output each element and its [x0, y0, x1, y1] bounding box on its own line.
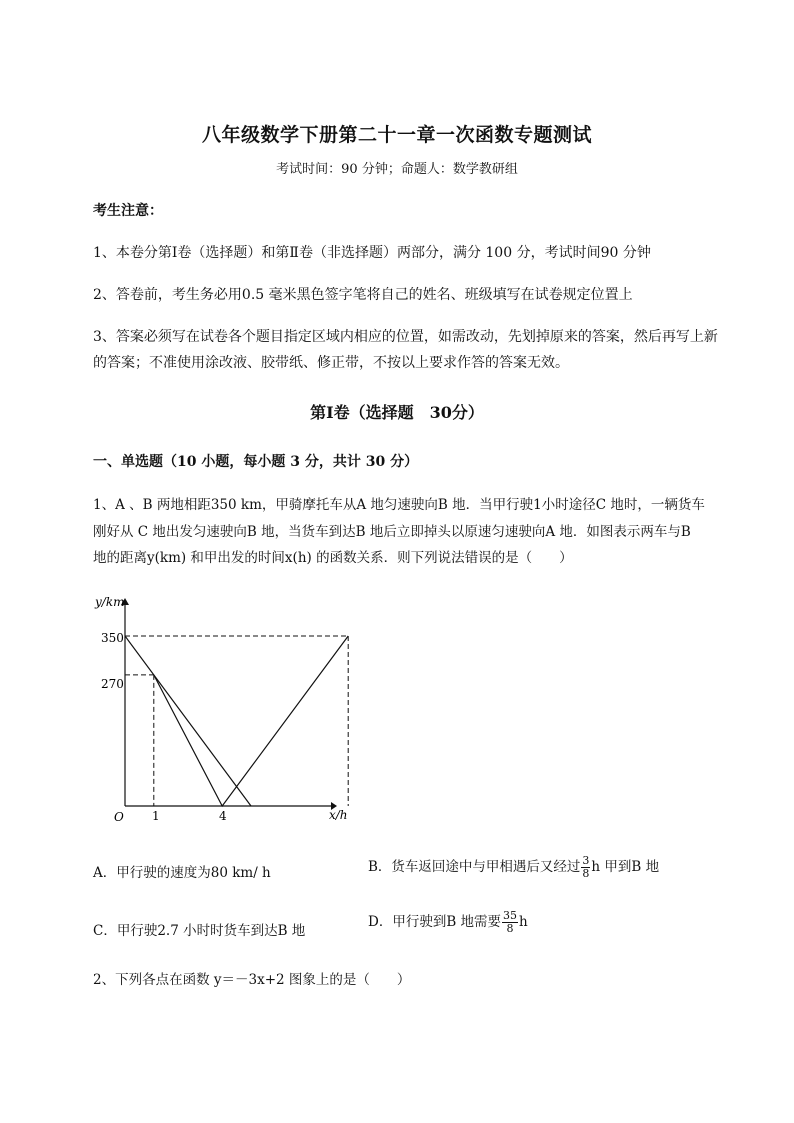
option-a: A．甲行驶的速度为80 km/ h [93, 865, 271, 881]
fraction-numerator: 3 [582, 854, 590, 867]
notice-item-3-cont: 的答案；不准使用涂改液、胶带纸、修正带，不按以上要求作答的答案无效。 [93, 355, 569, 371]
option-b-text: B．货车返回途中与甲相遇后又经过 [368, 859, 581, 875]
section-title: 第Ⅰ卷（选择题 30分） [310, 403, 484, 422]
x-tick-4: 4 [219, 809, 227, 823]
y-tick-350: 350 [101, 631, 124, 645]
fraction-3-8 [581, 855, 590, 880]
fraction-denominator: 8 [506, 922, 514, 935]
y-tick-270: 270 [101, 677, 124, 691]
option-b [368, 855, 659, 880]
graph-lines [125, 636, 348, 806]
option-d-text: D．甲行驶到B 地需要 [368, 914, 502, 930]
part-heading: 一、单选题（10 小题，每小题 3 分，共计 30 分） [93, 454, 419, 470]
y-axis-label: y/km [95, 595, 125, 609]
axes [121, 598, 337, 810]
question-2: 2、下列各点在函数 y＝－3x+2 图象上的是（ ） [93, 972, 411, 988]
series-truck-line [154, 636, 348, 806]
x-axis-label: x/h [329, 808, 348, 822]
origin-label: O [114, 810, 124, 824]
question-1-line-2: 刚好从 C 地出发匀速驶向B 地，当货车到达B 地后立即掉头以原速匀速驶向A 地．如图表示两车与B [93, 524, 691, 540]
question-1-line-1: 1、A 、B 两地相距350 km，甲骑摩托车从A 地匀速驶向B 地．当甲行驶1小时途径C 地时，一辆货车 [93, 497, 705, 513]
option-d [368, 910, 528, 935]
notice-item-1: 1、本卷分第Ⅰ卷（选择题）和第Ⅱ卷（非选择题）两部分，满分 100 分，考试时间90 分钟 [93, 245, 651, 261]
notice-item-3: 3、答案必须写在试卷各个题目指定区域内相应的位置，如需改动，先划掉原来的答案，然后再写上新 [93, 329, 718, 345]
series-jia-line [125, 636, 251, 806]
notice-heading: 考生注意： [93, 203, 163, 219]
axis-labels [94, 595, 348, 824]
distance-time-graph [85, 588, 365, 833]
fraction-denominator: 8 [582, 867, 590, 880]
notice-item-2: 2、答卷前，考生务必用0.5 毫米黑色签字笔将自己的姓名、班级填写在试卷规定位置上 [93, 287, 633, 303]
option-d-text-end: h [519, 914, 528, 930]
option-c: C．甲行驶2.7 小时时货车到达B 地 [93, 923, 306, 939]
page-title: 八年级数学下册第二十一章一次函数专题测试 [201, 124, 592, 146]
exam-info: 考试时间：90 分钟；命题人：数学教研组 [276, 162, 518, 177]
option-b-text-end: h 甲到B 地 [591, 859, 660, 875]
fraction-numerator: 35 [503, 909, 518, 922]
x-tick-1: 1 [152, 809, 160, 823]
fraction-35-8 [502, 910, 518, 935]
dashed-guides [125, 636, 348, 806]
question-1-line-3: 地的距离y(km) 和甲出发的时间x(h) 的函数关系．则下列说法错误的是（ ） [93, 550, 573, 566]
